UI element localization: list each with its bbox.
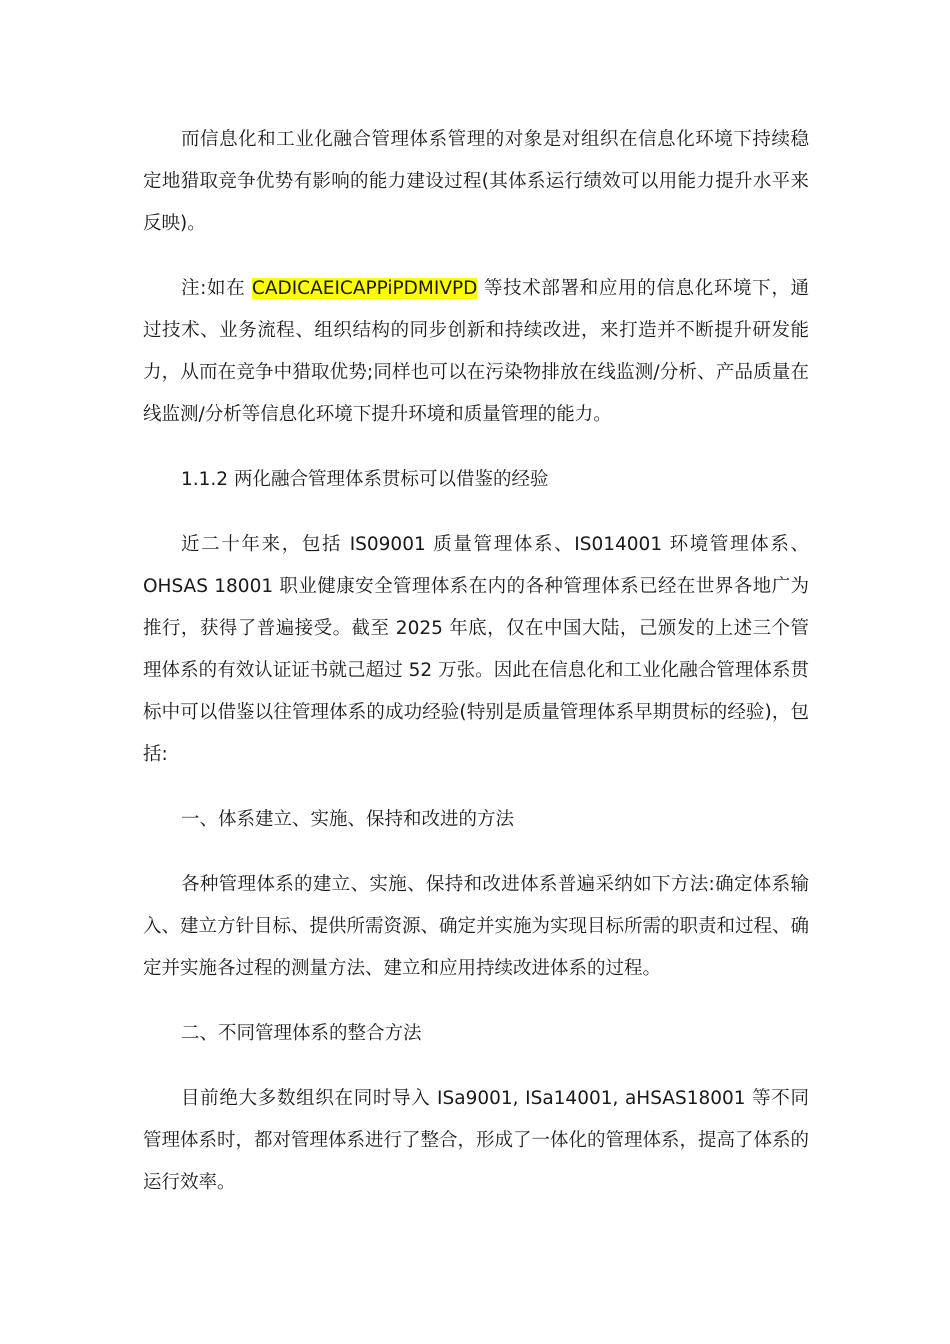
paragraph-5: 目前绝大多数组织在同时导入 ISa9001, ISa14001, aHSAS18001 等不同管理体系时，都对管理体系进行了整合，形成了一体化的管理体系，提高了体系的运行效率。: [143, 1088, 810, 1193]
subheading-2: 二、不同管理体系的整合方法: [181, 1023, 422, 1044]
paragraph-4: 各种管理体系的建立、实施、保持和改进体系普遍采纳如下方法:确定体系输入、建立方针目标、提供所需资源、确定并实施为实现目标所需的职责和过程、确定并实施各过程的测量方法、建立和应用持续改进体系的过程。: [143, 874, 810, 979]
paragraph-2-suffix: 等技术部署和应用的信息化环境下，通过技术、业务流程、组织结构的同步创新和持续改进，来打造并不断提升研发能力，从而在竞争中猎取优势;同样也可以在污染物排放在线监测/分析、产品质量在线监测/分析等信息化环境下提升环境和质量管理的能力。: [143, 278, 809, 425]
document-body: [143, 119, 809, 1227]
paragraph-1: 而信息化和工业化融合管理体系管理的对象是对组织在信息化环境下持续稳定地猎取竞争优势有影响的能力建设过程(其体系运行绩效可以用能力提升水平来反映)。: [143, 129, 809, 234]
paragraph-3: 近二十年来，包括 IS09001 质量管理体系、IS014001 环境管理体系、OHSAS 18001 职业健康安全管理体系在内的各种管理体系已经在世界各地广为推行，获得了普遍接受。截至 2025 年底，仅在中国大陆，己颁发的上述三个管理体系的有效认证证书就己超过 52 万张。因此在信息化和工业化融合管理体系贯标中可以借鉴以往管理体系的成功经验(特别是质量管理体系早期贯标的经验)，包括:: [143, 534, 809, 765]
section-heading-1-1-2: 1.1.2 两化融合管理体系贯标可以借鉴的经验: [181, 469, 549, 490]
paragraph-2: [143, 268, 809, 436]
paragraph-2-prefix: 注:如在: [181, 278, 252, 299]
highlighted-text: CADICAEICAPPiPDMIVPD: [251, 278, 478, 299]
subheading-1: 一、体系建立、实施、保持和改进的方法: [181, 809, 515, 830]
